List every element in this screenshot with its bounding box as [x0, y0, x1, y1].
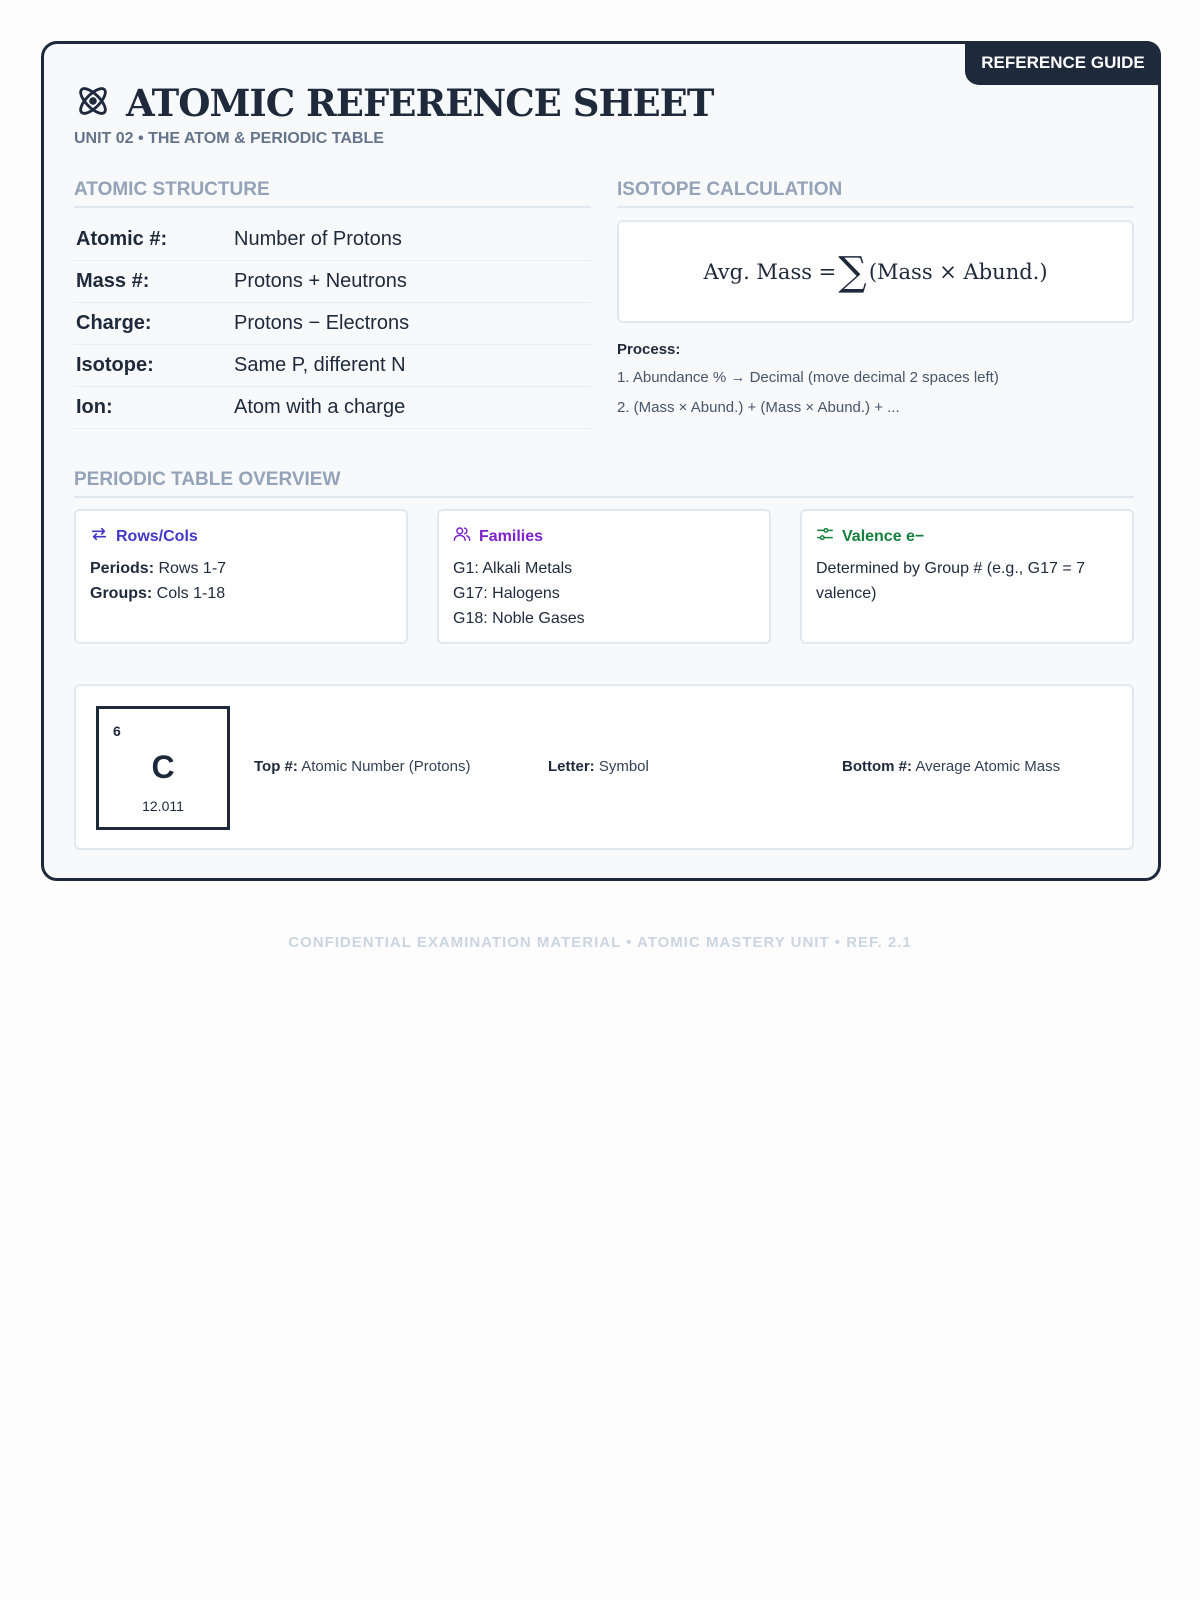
struct-row	[74, 219, 591, 261]
formula-left: Avg. Mass =	[703, 259, 837, 284]
legend-text: Atomic Number (Protons)	[301, 758, 471, 775]
rows-cols-title: Rows/Cols	[116, 527, 198, 545]
element-key-card	[74, 684, 1134, 850]
title-row	[74, 80, 713, 126]
process-label: Process:	[617, 341, 681, 358]
legend-letter	[548, 758, 649, 775]
family-line: G17: Halogens	[453, 585, 560, 602]
groups-text: Cols 1-18	[156, 585, 226, 602]
reference-card	[41, 41, 1161, 881]
struct-row	[74, 387, 591, 429]
element-atomic-number: 6	[113, 723, 121, 739]
legend-label: Letter:	[548, 758, 595, 775]
groups-line	[90, 581, 392, 606]
process-step: 1. Abundance % → Decimal (move decimal 2 spaces left)	[617, 369, 999, 386]
struct-key: Isotope:	[76, 354, 154, 376]
struct-value: Protons + Neutrons	[234, 270, 407, 292]
atom-icon	[74, 82, 126, 125]
legend-label: Top #:	[254, 758, 298, 775]
struct-row	[74, 261, 591, 303]
valence-title: Valence e−	[842, 527, 925, 545]
struct-value: Number of Protons	[234, 228, 402, 250]
valence-header	[816, 525, 1118, 548]
periods-label: Periods:	[90, 560, 155, 577]
element-mass: 12.011	[142, 798, 184, 814]
rows-cols-header	[90, 525, 392, 548]
families-title: Families	[479, 527, 544, 545]
periodic-table-heading: PERIODIC TABLE OVERVIEW	[74, 469, 1134, 498]
rows-cols-card	[74, 509, 408, 644]
struct-value: Atom with a charge	[234, 396, 406, 418]
struct-row	[74, 345, 591, 387]
sliders-icon	[816, 525, 842, 548]
legend-top-number	[254, 758, 470, 775]
atomic-structure-heading: ATOMIC STRUCTURE	[74, 179, 591, 208]
families-header	[453, 525, 755, 548]
swap-arrows-icon	[90, 525, 116, 548]
page-title: ATOMIC REFERENCE SHEET	[126, 81, 714, 125]
periods-line	[90, 556, 392, 581]
legend-text: Average Atomic Mass	[915, 758, 1061, 775]
valence-card	[800, 509, 1134, 644]
formula-right: (Mass × Abund.)	[868, 259, 1048, 284]
isotope-calculation-heading: ISOTOPE CALCULATION	[617, 179, 1134, 208]
families-card	[437, 509, 771, 644]
groups-label: Groups:	[90, 585, 153, 602]
element-symbol: C	[151, 749, 175, 785]
family-line: G18: Noble Gases	[453, 610, 585, 627]
page-subtitle: UNIT 02 • THE ATOM & PERIODIC TABLE	[74, 130, 384, 147]
legend-text: Symbol	[598, 758, 649, 775]
struct-key: Atomic #:	[76, 228, 168, 250]
struct-key: Ion:	[76, 396, 113, 418]
legend-bottom-number	[842, 758, 1060, 775]
legend-label: Bottom #:	[842, 758, 912, 775]
struct-key: Charge:	[76, 312, 152, 334]
valence-description: Determined by Group # (e.g., G17 = 7 valence)	[816, 560, 1086, 602]
reference-guide-badge: REFERENCE GUIDE	[965, 41, 1161, 85]
family-line: G1: Alkali Metals	[453, 560, 573, 577]
process-step: 2. (Mass × Abund.) + (Mass × Abund.) + ...	[617, 399, 900, 416]
struct-value: Same P, different N	[234, 354, 406, 376]
users-icon	[453, 525, 479, 548]
element-tile	[96, 706, 230, 830]
footer-note: CONFIDENTIAL EXAMINATION MATERIAL • ATOMIC MASTERY UNIT • REF. 2.1	[288, 934, 912, 951]
sigma-symbol: ∑	[838, 248, 867, 295]
struct-row	[74, 303, 591, 345]
periods-text: Rows 1-7	[158, 560, 227, 577]
struct-key: Mass #:	[76, 270, 150, 292]
atomic-structure-table	[74, 219, 591, 429]
average-mass-formula	[617, 220, 1134, 323]
struct-value: Protons − Electrons	[234, 312, 410, 334]
